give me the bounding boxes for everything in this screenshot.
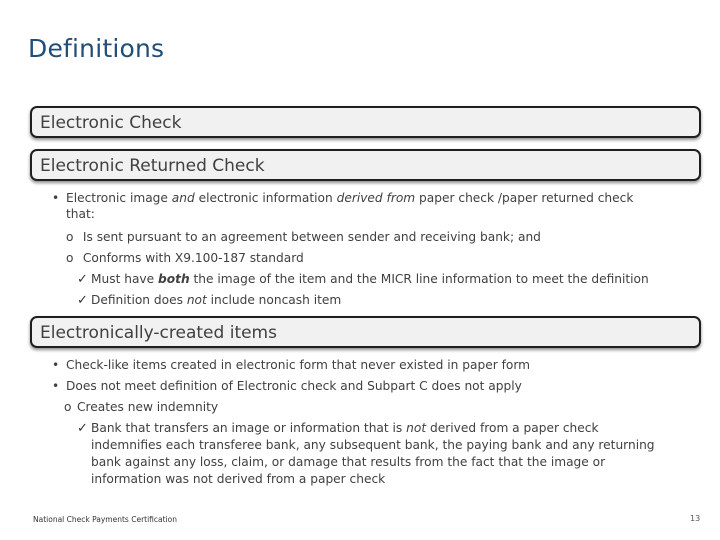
list-item: ✓ Definition does not include noncash item [77, 293, 342, 308]
page-title: Definitions [28, 34, 165, 63]
list-item: • Does not meet definition of Electronic check and Subpart C does not apply [52, 379, 522, 393]
section-heading: Electronically-created items [40, 323, 277, 343]
checkmark-icon: ✓ [77, 293, 88, 308]
list-item-continuation: that: [66, 207, 95, 221]
section-heading: Electronic Returned Check [40, 156, 265, 176]
bullet-icon: • [52, 358, 60, 372]
list-item-continuation: information was not derived from a paper check [91, 472, 386, 486]
list-item-continuation: bank against any loss, claim, or damage that results from the fact that the image or [91, 455, 606, 469]
list-item-continuation: indemnifies each transferee bank, any subsequent bank, the paying bank and any returning [91, 438, 655, 452]
sub-bullet-icon: o [66, 230, 74, 244]
sub-bullet-icon: o [64, 400, 72, 414]
section-band-electronic-check [30, 106, 701, 138]
sub-bullet-icon: o [66, 251, 74, 265]
checkmark-icon: ✓ [77, 272, 88, 287]
bullet-icon: • [52, 191, 60, 205]
bullet-icon: • [52, 379, 60, 393]
section-band-electronically-created-items [30, 316, 701, 348]
list-item: o Creates new indemnity [64, 400, 219, 414]
page-number: 13 [690, 514, 701, 523]
footer-text: National Check Payments Certification [33, 515, 177, 524]
list-item: ✓ Bank that transfers an image or information that is not derived from a paper check [77, 421, 599, 436]
list-item: ✓ Must have both the image of the item and the MICR line information to meet the definition [77, 272, 649, 287]
list-item: • Check-like items created in electronic form that never existed in paper form [52, 358, 531, 372]
section-band-electronic-returned-check [30, 149, 701, 181]
list-item: o Is sent pursuant to an agreement between sender and receiving bank; and [66, 230, 541, 244]
section-heading: Electronic Check [40, 113, 182, 133]
list-item: • Electronic image and electronic information derived from paper check /paper returned check [52, 191, 634, 205]
checkmark-icon: ✓ [77, 421, 88, 436]
list-item: o Conforms with X9.100-187 standard [66, 251, 304, 265]
